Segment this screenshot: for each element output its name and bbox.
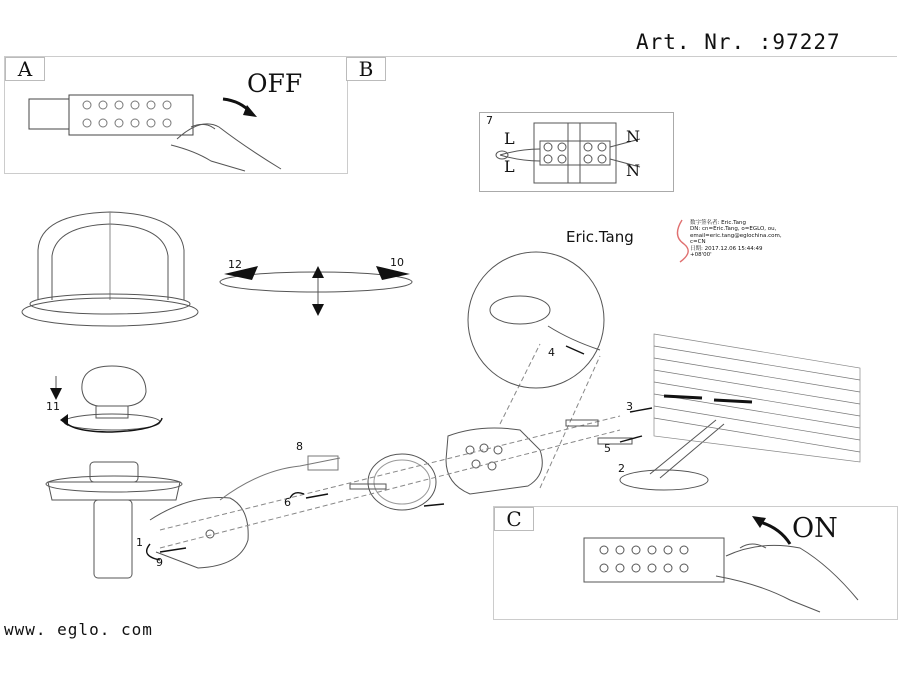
panel-a-label: A <box>5 57 45 81</box>
article-number: Art. Nr. :97227 <box>636 30 841 54</box>
step-9: 9 <box>156 556 163 569</box>
signature-line: c=CN <box>690 239 706 246</box>
step-1: 1 <box>136 536 143 549</box>
panel-b-label: B <box>346 57 386 81</box>
step-12: 12 <box>228 258 242 271</box>
bulb <box>64 366 160 430</box>
step-2: 2 <box>618 462 625 475</box>
terminal-n-top: N <box>626 127 640 146</box>
signature-name: Eric.Tang <box>566 228 634 246</box>
website-url: www. eglo. com <box>4 620 153 639</box>
panel-c-label: C <box>494 507 534 531</box>
step-5: 5 <box>604 442 611 455</box>
step-4: 4 <box>548 346 555 359</box>
signature-line: 数字签名者: Eric.Tang <box>690 220 746 226</box>
step-7: 7 <box>486 114 493 127</box>
off-label: OFF <box>247 69 303 98</box>
step-6: 6 <box>284 496 291 509</box>
step-8: 8 <box>296 440 303 453</box>
terminal-n-bottom: N <box>626 161 640 180</box>
step-10: 10 <box>390 256 404 269</box>
signature-line: DN: cn=Eric.Tang, o=EGLO, ou, <box>690 226 777 233</box>
step-3: 3 <box>626 400 633 413</box>
glass-shade <box>22 212 198 326</box>
on-label: ON <box>792 513 838 544</box>
panel-c <box>493 506 898 620</box>
signature-line: 日期: 2017.12.06 15:44:49 <box>690 245 763 252</box>
signature-line: email=eric.tang@eglochina.com, <box>690 232 782 239</box>
lamp-body <box>46 462 248 578</box>
signature-line: +08'00' <box>690 252 712 259</box>
terminal-l-bottom: L <box>504 157 515 176</box>
step-11: 11 <box>46 400 60 413</box>
terminal-l-top: L <box>504 129 515 148</box>
